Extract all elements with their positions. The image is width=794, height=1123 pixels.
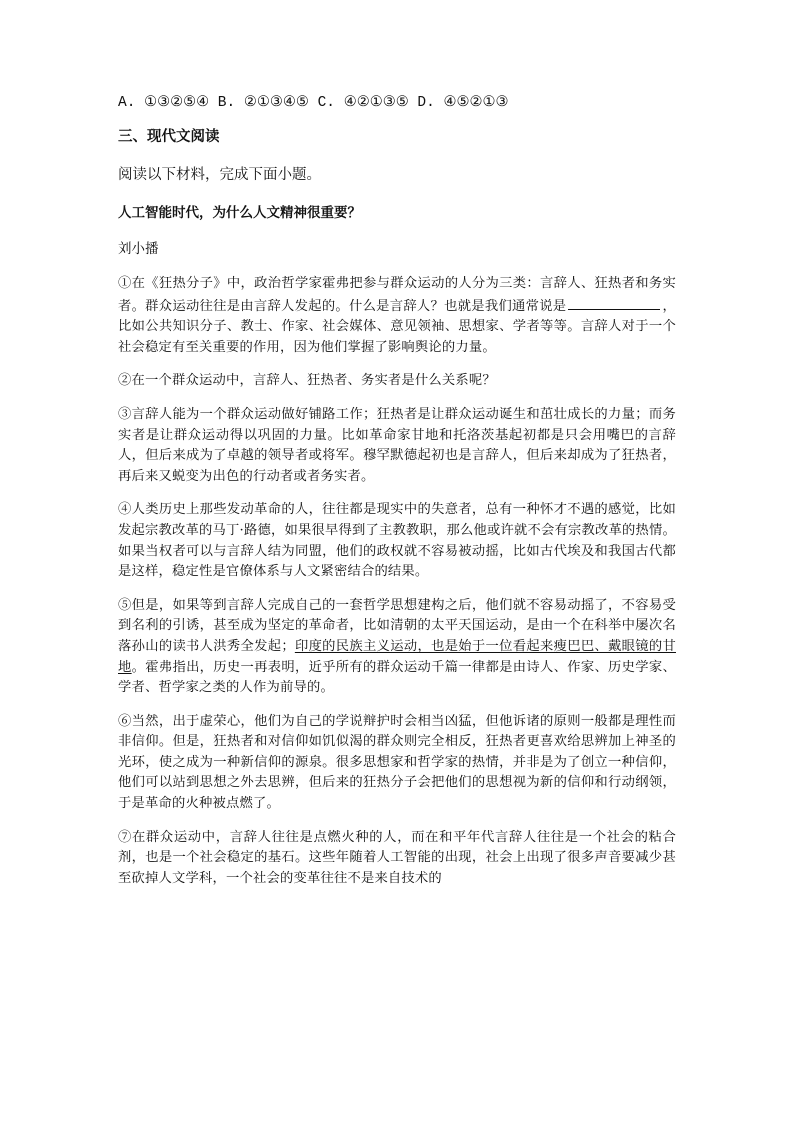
paragraph-6: ⑥当然，出于虚荣心，他们为自己的学说辩护时会相当凶猛，但他诉诸的原则一般都是理性而非信仰。但是，狂热者和对信仰如饥似渴的群众则完全相反，狂热者更喜欢给思辨加上神圣的光环，使之成为一种新信仰的源泉。很多思想家和哲学家的热情，并非是为了创立一种信仰，他们可以站到思想之外去思辨，但后来的狂热分子会把他们的思想视为新的信仰和行动纲领，于是革命的火种被点燃了。: [118, 713, 676, 812]
article-author: 刘小播: [118, 241, 159, 257]
document-page: [118, 92, 676, 902]
paragraph-5-text-b: 。霍弗指出，历史一再表明，近乎所有的群众运动千篇一律都是由诗人、作家、历史学家、学者、哲学家之类的人作为前导的。: [118, 659, 677, 696]
paragraph-5-text-a: ⑤但是，如果等到言辞人完成自己的一套哲学思想建构之后，他们就不容易动摇了，不容易受到名利的引诱，甚至成为坚定的革命者，比如清朝的太平天国运动，是由一个在科举中屡次名落孙山的读书人洪秀全发起；: [118, 597, 676, 654]
reading-instruction: 阅读以下材料，完成下面小题。: [118, 167, 321, 183]
fill-in-blank[interactable]: [568, 295, 660, 310]
paragraph-1-text-b: ，比如公共知识分子、教士、作家、社会媒体、意见领袖、思想家、学者等等。言辞人对于一个社会稳定有至关重要的作用，因为他们掌握了影响舆论的力量。: [118, 298, 676, 355]
paragraph-5: [118, 596, 676, 699]
paragraph-7: ⑦在群众运动中，言辞人往往是点燃火种的人，而在和平年代言辞人往往是一个社会的粘合剂，也是一个社会稳定的基石。这些年随着人工智能的出现，社会上出现了很多声音要减少甚至砍掉人文学科，一个社会的变革往往不是来自技术的: [118, 829, 676, 886]
paragraph-4: ④人类历史上那些发动革命的人，往往都是现实中的失意者，总有一种怀才不遇的感觉，比如发起宗教改革的马丁·路德，如果很早得到了主教教职，那么他或许就不会有宗教改革的热情。如果当权者可以与言辞人结为同盟，他们的政权就不容易被动摇，比如古代埃及和我国古代都是这样，稳定性是官僚体系与人文紧密结合的结果。: [118, 502, 676, 580]
article-title: 人工智能时代，为什么人文精神很重要？: [118, 205, 361, 221]
paragraph-2: ②在一个群众运动中，言辞人、狂热者、务实者是什么关系呢？: [118, 373, 496, 389]
paragraph-1: [118, 274, 676, 358]
answer-options: A. ①③②⑤④ B. ②①③④⑤ C. ④②①③⑤ D. ④⑤②①③: [118, 95, 509, 111]
paragraph-1-text-a: ①在《狂热分子》中，政治哲学家霍弗把参与群众运动的人分为三类：言辞人、狂热者和务实者。群众运动往往是由言辞人发起的。什么是言辞人？也就是我们通常说是: [118, 276, 676, 314]
underlined-sentence: 印度的民族主义运动，也是始于一位看起来瘦巴巴、戴眼镜的甘地: [118, 638, 676, 675]
section-heading: 三、现代文阅读: [118, 129, 220, 145]
paragraph-3: ③言辞人能为一个群众运动做好铺路工作；狂热者是让群众运动诞生和茁壮成长的力量；而务实者是让群众运动得以巩固的力量。比如革命家甘地和托洛茨基起初都是只会用嘴巴的言辞人，但后来成为了卓越的领导者或将军。穆罕默德起初也是言辞人，但后来却成为了狂热者，再后来又蜕变为出色的行动者或者务实者。: [118, 406, 676, 484]
